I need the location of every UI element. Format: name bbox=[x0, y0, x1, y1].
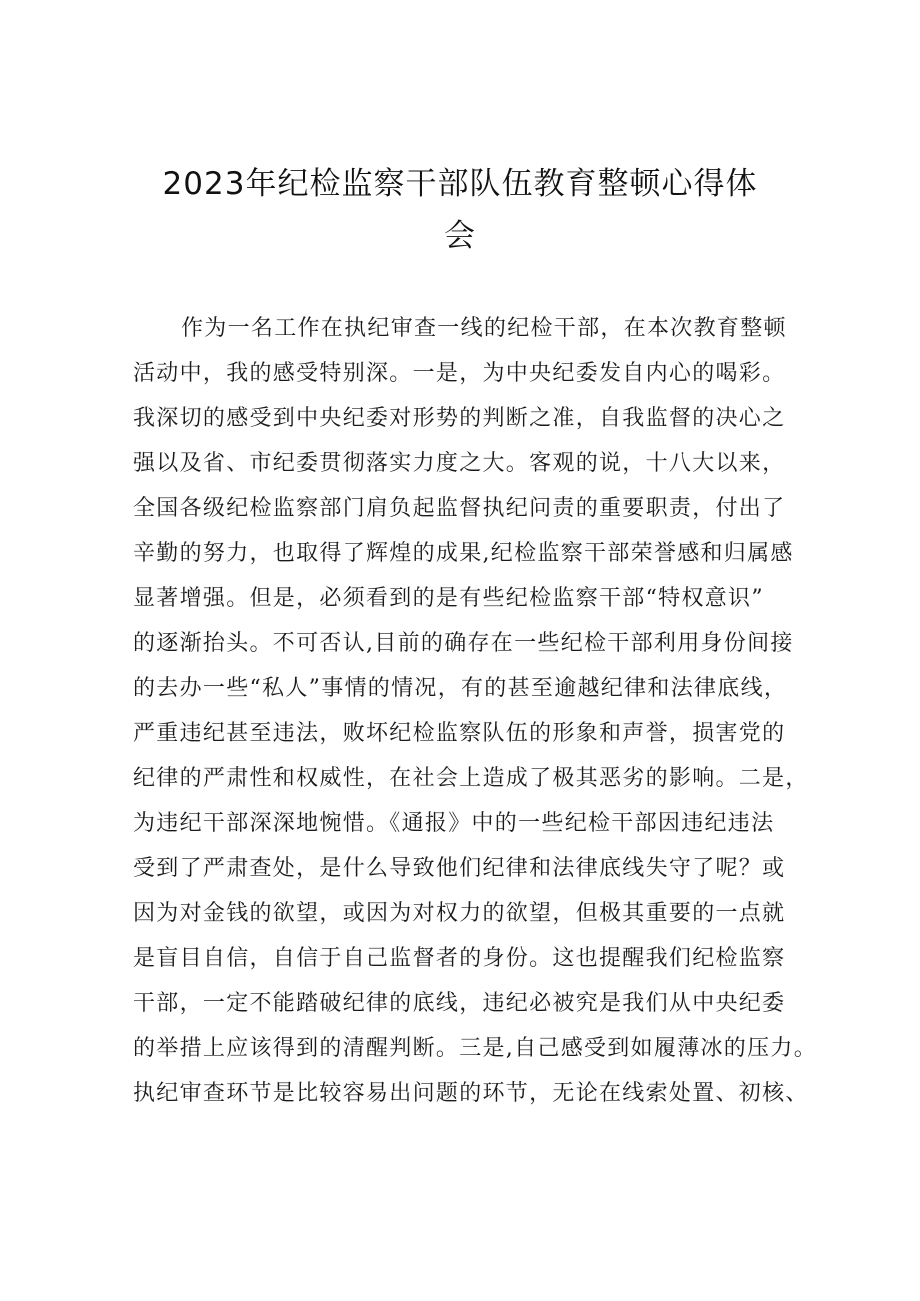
paragraph-line: 为违纪干部深深地惋惜。《通报》中的一些纪检干部因违纪违法 bbox=[133, 811, 775, 836]
paragraph-line: 我深切的感受到中央纪委对形势的判断之准，自我监督的决心之 bbox=[133, 406, 786, 431]
paragraph-line: 显著增强。但是，必须看到的是有些纪检监察干部“特权意识” bbox=[133, 586, 764, 611]
paragraph-line: 活动中，我的感受特别深。一是，为中央纪委发自内心的喝彩。 bbox=[133, 361, 786, 386]
paragraph-line: 作为一名工作在执纪审查一线的纪检干部，在本次教育整顿 bbox=[181, 316, 787, 341]
paragraph-line: 是盲目自信，自信于自己监督者的身份。这也提醒我们纪检监察 bbox=[133, 946, 786, 971]
paragraph-line: 的去办一些“私人”事情的情况，有的甚至逾越纪律和法律底线， bbox=[133, 676, 788, 701]
paragraph-line: 因为对金钱的欲望，或因为对权力的欲望，但极其重要的一点就 bbox=[133, 901, 786, 926]
paragraph-line: 受到了严肃查处，是什么导致他们纪律和法律底线失守了呢？或 bbox=[133, 856, 786, 881]
paragraph-line: 全国各级纪检监察部门肩负起监督执纪问责的重要职责，付出了 bbox=[133, 496, 786, 521]
paragraph-line: 的逐渐抬头。不可否认,目前的确存在一些纪检干部利用身份间接 bbox=[133, 631, 794, 656]
title-line: 会 bbox=[444, 218, 476, 254]
paragraph-line: 干部，一定不能踏破纪律的底线，违纪必被究是我们从中央纪委 bbox=[133, 991, 786, 1016]
body-paragraph bbox=[133, 306, 817, 1116]
paragraph-line: 辛勤的努力，也取得了辉煌的成果,纪检监察干部荣誉感和归属感 bbox=[133, 541, 794, 566]
paragraph-line: 的举措上应该得到的清醒判断。三是,自己感受到如履薄冰的压力。 bbox=[133, 1036, 817, 1061]
document-title bbox=[130, 158, 790, 262]
paragraph-line: 执纪审查环节是比较容易出问题的环节，无论在线索处置、初核、 bbox=[133, 1081, 809, 1106]
paragraph-line: 严重违纪甚至违法，败坏纪检监察队伍的形象和声誉，损害党的 bbox=[133, 721, 786, 746]
title-line: 2023年纪检监察干部队伍教育整顿心得体 bbox=[162, 166, 758, 202]
paragraph-line: 强以及省、市纪委贯彻落实力度之大。客观的说，十八大以来， bbox=[133, 451, 786, 476]
paragraph-line: 纪律的严肃性和权威性，在社会上造成了极其恶劣的影响。二是， bbox=[133, 766, 809, 791]
